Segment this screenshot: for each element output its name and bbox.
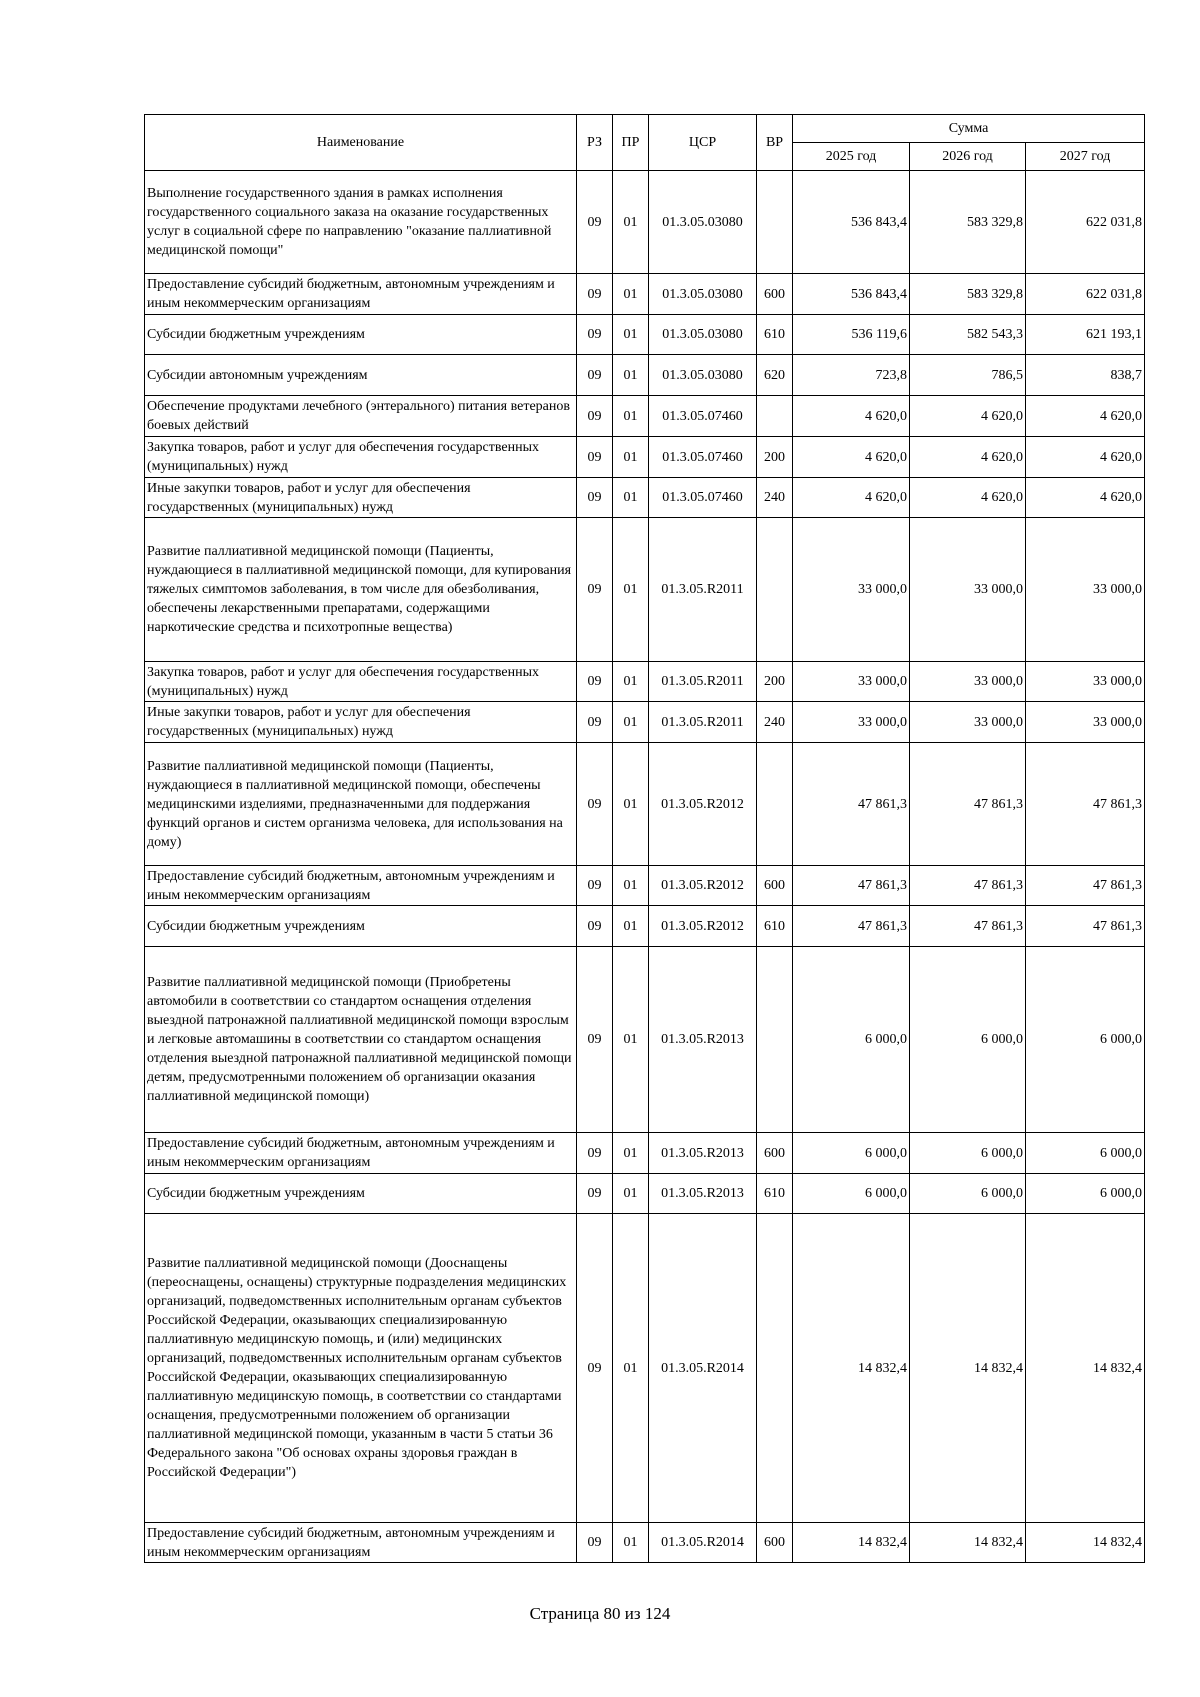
table-row [145, 947, 1145, 1133]
row-amount-2026: 6 000,0 [910, 1133, 1026, 1174]
row-vr: 600 [757, 274, 793, 315]
row-rz: 09 [577, 518, 613, 662]
table-row [145, 437, 1145, 478]
header-csr: ЦСР [649, 115, 757, 171]
row-rz: 09 [577, 906, 613, 947]
header-sum: Сумма [793, 115, 1145, 143]
row-rz: 09 [577, 1523, 613, 1563]
row-vr: 600 [757, 1133, 793, 1174]
budget-table [144, 114, 1145, 1563]
row-amount-2026: 4 620,0 [910, 478, 1026, 518]
row-amount-2025: 723,8 [793, 355, 910, 396]
row-name: Закупка товаров, работ и услуг для обеспечения государственных (муниципальных) нужд [145, 662, 577, 702]
row-amount-2025: 536 119,6 [793, 315, 910, 355]
row-amount-2025: 14 832,4 [793, 1214, 910, 1523]
row-csr: 01.3.05.03080 [649, 171, 757, 274]
row-vr [757, 743, 793, 866]
row-rz: 09 [577, 171, 613, 274]
row-amount-2025: 33 000,0 [793, 662, 910, 702]
row-vr [757, 518, 793, 662]
row-amount-2027: 6 000,0 [1026, 947, 1145, 1133]
row-amount-2026: 14 832,4 [910, 1523, 1026, 1563]
row-csr: 01.3.05.R2013 [649, 1174, 757, 1214]
row-pr: 01 [613, 437, 649, 478]
row-rz: 09 [577, 315, 613, 355]
table-row [145, 355, 1145, 396]
row-name: Развитие паллиативной медицинской помощи (Пациенты, нуждающиеся в паллиативной медицинской помощи, для купирования тяжелых симптомов заболевания, в том числе для обезболивания, обеспечены лекарственными препаратами, содержащими наркотические средства и психотропные вещества) [145, 518, 577, 662]
row-amount-2026: 582 543,3 [910, 315, 1026, 355]
row-pr: 01 [613, 315, 649, 355]
header-pr: ПР [613, 115, 649, 171]
row-csr: 01.3.05.R2014 [649, 1214, 757, 1523]
row-rz: 09 [577, 947, 613, 1133]
row-name: Иные закупки товаров, работ и услуг для обеспечения государственных (муниципальных) нужд [145, 702, 577, 743]
table-row [145, 1174, 1145, 1214]
row-csr: 01.3.05.07460 [649, 478, 757, 518]
row-vr: 610 [757, 315, 793, 355]
row-vr: 240 [757, 702, 793, 743]
row-pr: 01 [613, 355, 649, 396]
row-name: Субсидии бюджетным учреждениям [145, 315, 577, 355]
row-name: Выполнение государственного здания в рамках исполнения государственного социального заказа на оказание государственных услуг в социальной сфере по направлению "оказание паллиативной медицинской помощи" [145, 171, 577, 274]
row-vr: 600 [757, 866, 793, 906]
row-rz: 09 [577, 662, 613, 702]
row-name: Субсидии бюджетным учреждениям [145, 906, 577, 947]
row-amount-2026: 583 329,8 [910, 274, 1026, 315]
row-pr: 01 [613, 478, 649, 518]
row-csr: 01.3.05.03080 [649, 355, 757, 396]
row-amount-2026: 33 000,0 [910, 518, 1026, 662]
row-name: Субсидии автономным учреждениям [145, 355, 577, 396]
row-amount-2027: 14 832,4 [1026, 1214, 1145, 1523]
row-rz: 09 [577, 702, 613, 743]
row-csr: 01.3.05.R2013 [649, 1133, 757, 1174]
row-amount-2027: 838,7 [1026, 355, 1145, 396]
row-amount-2026: 33 000,0 [910, 662, 1026, 702]
header-year-2027: 2027 год [1026, 143, 1145, 171]
table-row [145, 171, 1145, 274]
row-amount-2025: 47 861,3 [793, 743, 910, 866]
row-csr: 01.3.05.R2011 [649, 702, 757, 743]
row-pr: 01 [613, 518, 649, 662]
row-name: Предоставление субсидий бюджетным, автономным учреждениям и иным некоммерческим организациям [145, 1133, 577, 1174]
row-csr: 01.3.05.07460 [649, 437, 757, 478]
header-vr: ВР [757, 115, 793, 171]
row-amount-2027: 47 861,3 [1026, 866, 1145, 906]
row-amount-2025: 33 000,0 [793, 702, 910, 743]
row-amount-2027: 6 000,0 [1026, 1174, 1145, 1214]
row-name: Развитие паллиативной медицинской помощи (Приобретены автомобили в соответствии со стандартом оснащения отделения выездной патронажной паллиативной медицинской помощи взрослым и легковые автомашины в соответствии со стандартом оснащения отделения выездной патронажной паллиативной медицинской помощи детям, предусмотренными положением об организации оказания паллиативной медицинской помощи) [145, 947, 577, 1133]
table-row [145, 518, 1145, 662]
table-row [145, 315, 1145, 355]
page-number: Страница 80 из 124 [529, 1604, 671, 1623]
table-body [145, 171, 1145, 1563]
row-name: Иные закупки товаров, работ и услуг для обеспечения государственных (муниципальных) нужд [145, 478, 577, 518]
row-vr: 240 [757, 478, 793, 518]
row-rz: 09 [577, 478, 613, 518]
row-amount-2026: 47 861,3 [910, 743, 1026, 866]
row-amount-2027: 33 000,0 [1026, 662, 1145, 702]
table-row [145, 274, 1145, 315]
table-row [145, 906, 1145, 947]
row-name: Предоставление субсидий бюджетным, автономным учреждениям и иным некоммерческим организациям [145, 866, 577, 906]
row-vr: 610 [757, 1174, 793, 1214]
row-amount-2027: 621 193,1 [1026, 315, 1145, 355]
table-row [145, 478, 1145, 518]
row-csr: 01.3.05.03080 [649, 274, 757, 315]
row-amount-2026: 33 000,0 [910, 702, 1026, 743]
header-year-2026: 2026 год [910, 143, 1026, 171]
row-amount-2027: 622 031,8 [1026, 171, 1145, 274]
row-amount-2025: 4 620,0 [793, 478, 910, 518]
row-amount-2027: 47 861,3 [1026, 743, 1145, 866]
row-vr: 200 [757, 662, 793, 702]
table-row [145, 866, 1145, 906]
table-header [145, 115, 1145, 171]
table-row [145, 1523, 1145, 1563]
row-pr: 01 [613, 866, 649, 906]
row-vr: 620 [757, 355, 793, 396]
row-pr: 01 [613, 947, 649, 1133]
row-amount-2026: 4 620,0 [910, 396, 1026, 437]
row-pr: 01 [613, 743, 649, 866]
row-amount-2027: 6 000,0 [1026, 1133, 1145, 1174]
row-csr: 01.3.05.R2011 [649, 518, 757, 662]
row-amount-2027: 4 620,0 [1026, 437, 1145, 478]
row-amount-2026: 4 620,0 [910, 437, 1026, 478]
header-rz: РЗ [577, 115, 613, 171]
header-year-2025: 2025 год [793, 143, 910, 171]
row-pr: 01 [613, 1133, 649, 1174]
row-pr: 01 [613, 1214, 649, 1523]
row-csr: 01.3.05.R2014 [649, 1523, 757, 1563]
row-amount-2025: 536 843,4 [793, 171, 910, 274]
table-row [145, 1214, 1145, 1523]
row-pr: 01 [613, 1523, 649, 1563]
table-row [145, 662, 1145, 702]
row-amount-2025: 14 832,4 [793, 1523, 910, 1563]
row-csr: 01.3.05.03080 [649, 315, 757, 355]
row-csr: 01.3.05.R2012 [649, 743, 757, 866]
row-amount-2025: 47 861,3 [793, 906, 910, 947]
row-pr: 01 [613, 396, 649, 437]
row-csr: 01.3.05.R2011 [649, 662, 757, 702]
row-name: Субсидии бюджетным учреждениям [145, 1174, 577, 1214]
row-amount-2026: 47 861,3 [910, 906, 1026, 947]
row-pr: 01 [613, 171, 649, 274]
row-pr: 01 [613, 906, 649, 947]
table-row [145, 702, 1145, 743]
table-row [145, 1133, 1145, 1174]
row-rz: 09 [577, 1174, 613, 1214]
row-rz: 09 [577, 1214, 613, 1523]
row-rz: 09 [577, 743, 613, 866]
row-amount-2027: 33 000,0 [1026, 518, 1145, 662]
row-amount-2025: 47 861,3 [793, 866, 910, 906]
row-csr: 01.3.05.07460 [649, 396, 757, 437]
row-amount-2026: 786,5 [910, 355, 1026, 396]
row-pr: 01 [613, 1174, 649, 1214]
row-vr: 200 [757, 437, 793, 478]
row-amount-2025: 6 000,0 [793, 1133, 910, 1174]
row-amount-2027: 4 620,0 [1026, 478, 1145, 518]
table-row [145, 396, 1145, 437]
row-amount-2026: 47 861,3 [910, 866, 1026, 906]
row-amount-2027: 4 620,0 [1026, 396, 1145, 437]
row-amount-2025: 4 620,0 [793, 396, 910, 437]
row-pr: 01 [613, 702, 649, 743]
row-vr [757, 171, 793, 274]
row-csr: 01.3.05.R2012 [649, 866, 757, 906]
row-rz: 09 [577, 274, 613, 315]
row-name: Развитие паллиативной медицинской помощи (Пациенты, нуждающиеся в паллиативной медицинской помощи, обеспечены медицинскими изделиями, предназначенными для поддержания функций органов и систем организма человека, для использования на дому) [145, 743, 577, 866]
row-csr: 01.3.05.R2012 [649, 906, 757, 947]
row-name: Развитие паллиативной медицинской помощи (Дооснащены (переоснащены, оснащены) структурные подразделения медицинских организаций, подведомственных исполнительным органам субъектов Российской Федерации, оказывающих специализированную паллиативную медицинскую помощь, и (или) медицинских организаций, подведомственных исполнительным органам субъектов Российской Федерации, оказывающих специализированную паллиативную медицинскую помощь, в соответствии со стандартами оснащения, предусмотренными положением об организации паллиативной медицинской помощи, указанным в части 5 статьи 36 Федерального закона "Об основах охраны здоровья граждан в Российской Федерации") [145, 1214, 577, 1523]
row-rz: 09 [577, 1133, 613, 1174]
row-name: Предоставление субсидий бюджетным, автономным учреждениям и иным некоммерческим организациям [145, 1523, 577, 1563]
row-rz: 09 [577, 355, 613, 396]
row-amount-2026: 6 000,0 [910, 1174, 1026, 1214]
row-rz: 09 [577, 396, 613, 437]
row-amount-2025: 4 620,0 [793, 437, 910, 478]
row-amount-2025: 6 000,0 [793, 947, 910, 1133]
row-name: Обеспечение продуктами лечебного (энтерального) питания ветеранов боевых действий [145, 396, 577, 437]
table-row [145, 743, 1145, 866]
row-amount-2027: 47 861,3 [1026, 906, 1145, 947]
row-amount-2025: 536 843,4 [793, 274, 910, 315]
row-csr: 01.3.05.R2013 [649, 947, 757, 1133]
header-name: Наименование [145, 115, 577, 171]
row-name: Закупка товаров, работ и услуг для обеспечения государственных (муниципальных) нужд [145, 437, 577, 478]
row-name: Предоставление субсидий бюджетным, автономным учреждениям и иным некоммерческим организациям [145, 274, 577, 315]
row-rz: 09 [577, 866, 613, 906]
row-amount-2027: 622 031,8 [1026, 274, 1145, 315]
row-amount-2026: 14 832,4 [910, 1214, 1026, 1523]
row-vr [757, 396, 793, 437]
row-amount-2026: 6 000,0 [910, 947, 1026, 1133]
row-vr: 600 [757, 1523, 793, 1563]
row-rz: 09 [577, 437, 613, 478]
row-vr [757, 1214, 793, 1523]
row-vr [757, 947, 793, 1133]
row-amount-2025: 33 000,0 [793, 518, 910, 662]
row-amount-2027: 33 000,0 [1026, 702, 1145, 743]
row-amount-2025: 6 000,0 [793, 1174, 910, 1214]
row-pr: 01 [613, 274, 649, 315]
row-amount-2027: 14 832,4 [1026, 1523, 1145, 1563]
row-amount-2026: 583 329,8 [910, 171, 1026, 274]
row-vr: 610 [757, 906, 793, 947]
row-pr: 01 [613, 662, 649, 702]
